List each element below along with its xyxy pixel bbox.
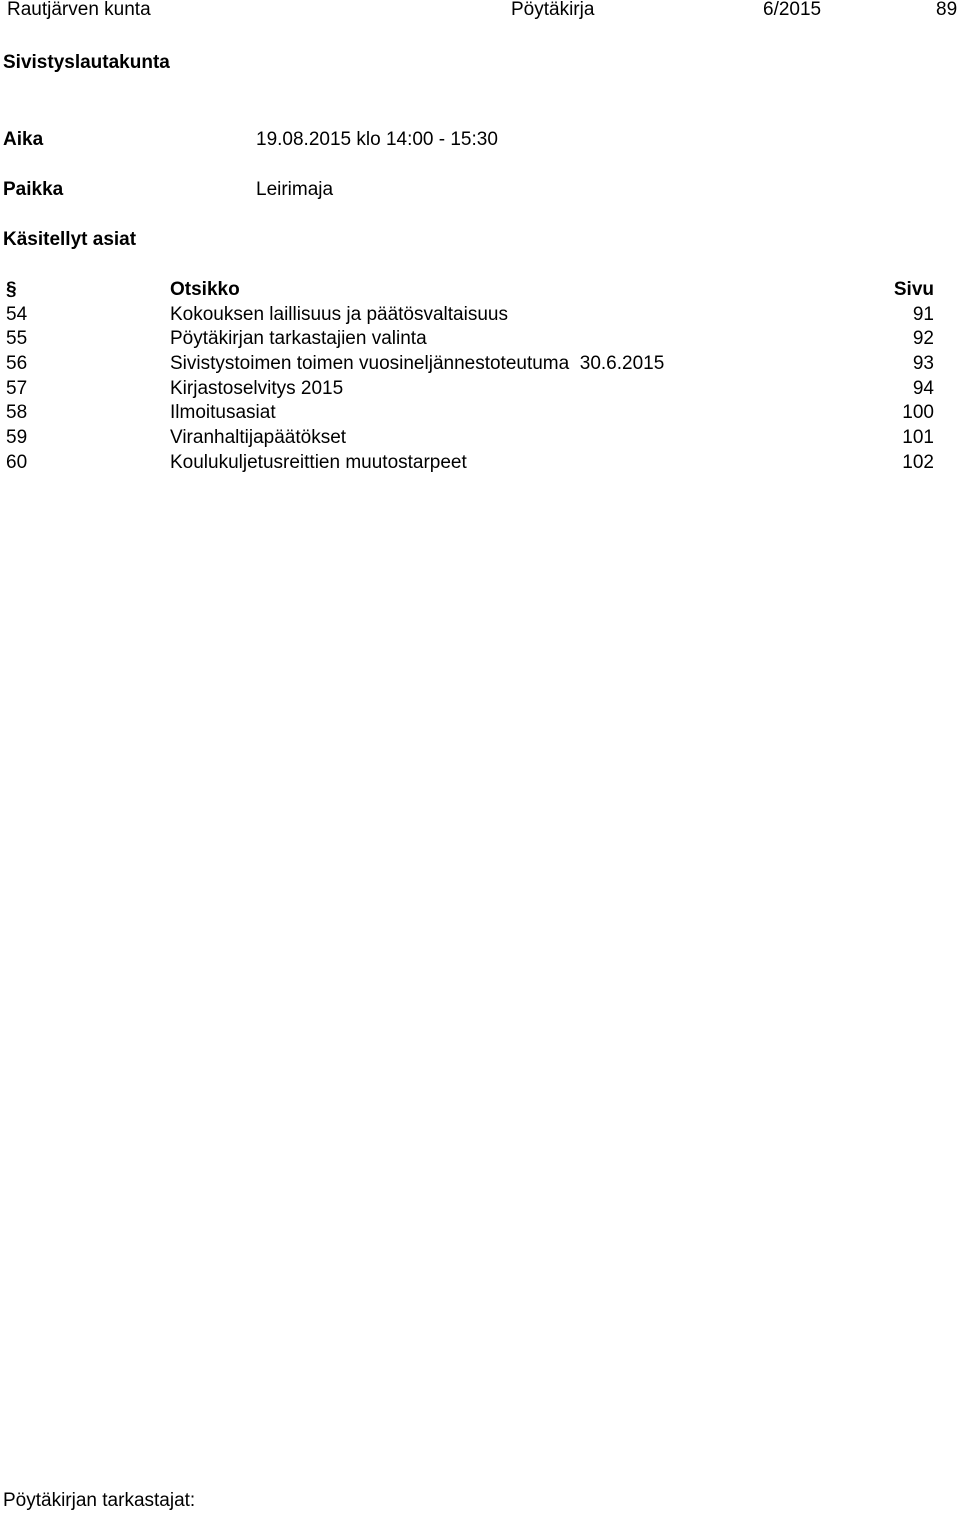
page-column-header: Sivu: [893, 279, 934, 300]
items-heading: Käsitellyt asiat: [3, 229, 137, 250]
table-row: [6, 403, 934, 428]
item-title: Kirjastoselvitys 2015: [170, 377, 344, 399]
item-page: 92: [912, 328, 934, 350]
table-row: [6, 379, 934, 404]
page-number: 89: [936, 0, 958, 20]
document-number: 6/2015: [763, 0, 822, 20]
table-header-row: [6, 280, 934, 305]
table-row: [6, 329, 934, 354]
section-sign-icon: §: [6, 279, 17, 300]
item-title: Pöytäkirjan tarkastajien valinta: [170, 328, 427, 350]
item-title: Koulukuljetusreittien muutostarpeet: [170, 451, 467, 473]
place-value: Leirimaja: [256, 179, 334, 200]
time-label: Aika: [3, 129, 44, 150]
item-title: Kokouksen laillisuus ja päätösvaltaisuus: [170, 303, 508, 325]
table-row: [6, 354, 934, 379]
item-number: 60: [6, 451, 28, 473]
inspectors-label: Pöytäkirjan tarkastajat:: [3, 1490, 196, 1511]
item-page: 93: [912, 353, 934, 375]
table-row: [6, 453, 934, 478]
table-row: [6, 428, 934, 453]
title-column-header: Otsikko: [170, 279, 240, 300]
place-label: Paikka: [3, 179, 64, 200]
committee-name: Sivistyslautakunta: [3, 52, 170, 73]
item-number: 54: [6, 303, 28, 325]
time-value: 19.08.2015 klo 14:00 - 15:30: [256, 129, 498, 150]
item-page: 100: [902, 402, 934, 424]
document-type: Pöytäkirja: [511, 0, 595, 20]
items-table: [6, 280, 934, 478]
organization-name: Rautjärven kunta: [7, 0, 151, 20]
item-number: 58: [6, 402, 28, 424]
item-page: 94: [912, 377, 934, 399]
item-title: Viranhaltijapäätökset: [170, 427, 347, 449]
item-page: 102: [902, 451, 934, 473]
table-row: [6, 305, 934, 330]
item-number: 56: [6, 353, 28, 375]
item-title: Sivistystoimen toimen vuosineljännestoteutuma 30.6.2015: [170, 353, 665, 375]
item-page: 91: [912, 303, 934, 325]
item-number: 59: [6, 427, 28, 449]
item-title: Ilmoitusasiat: [170, 402, 276, 424]
item-number: 55: [6, 328, 28, 350]
item-number: 57: [6, 377, 28, 399]
item-page: 101: [902, 427, 934, 449]
